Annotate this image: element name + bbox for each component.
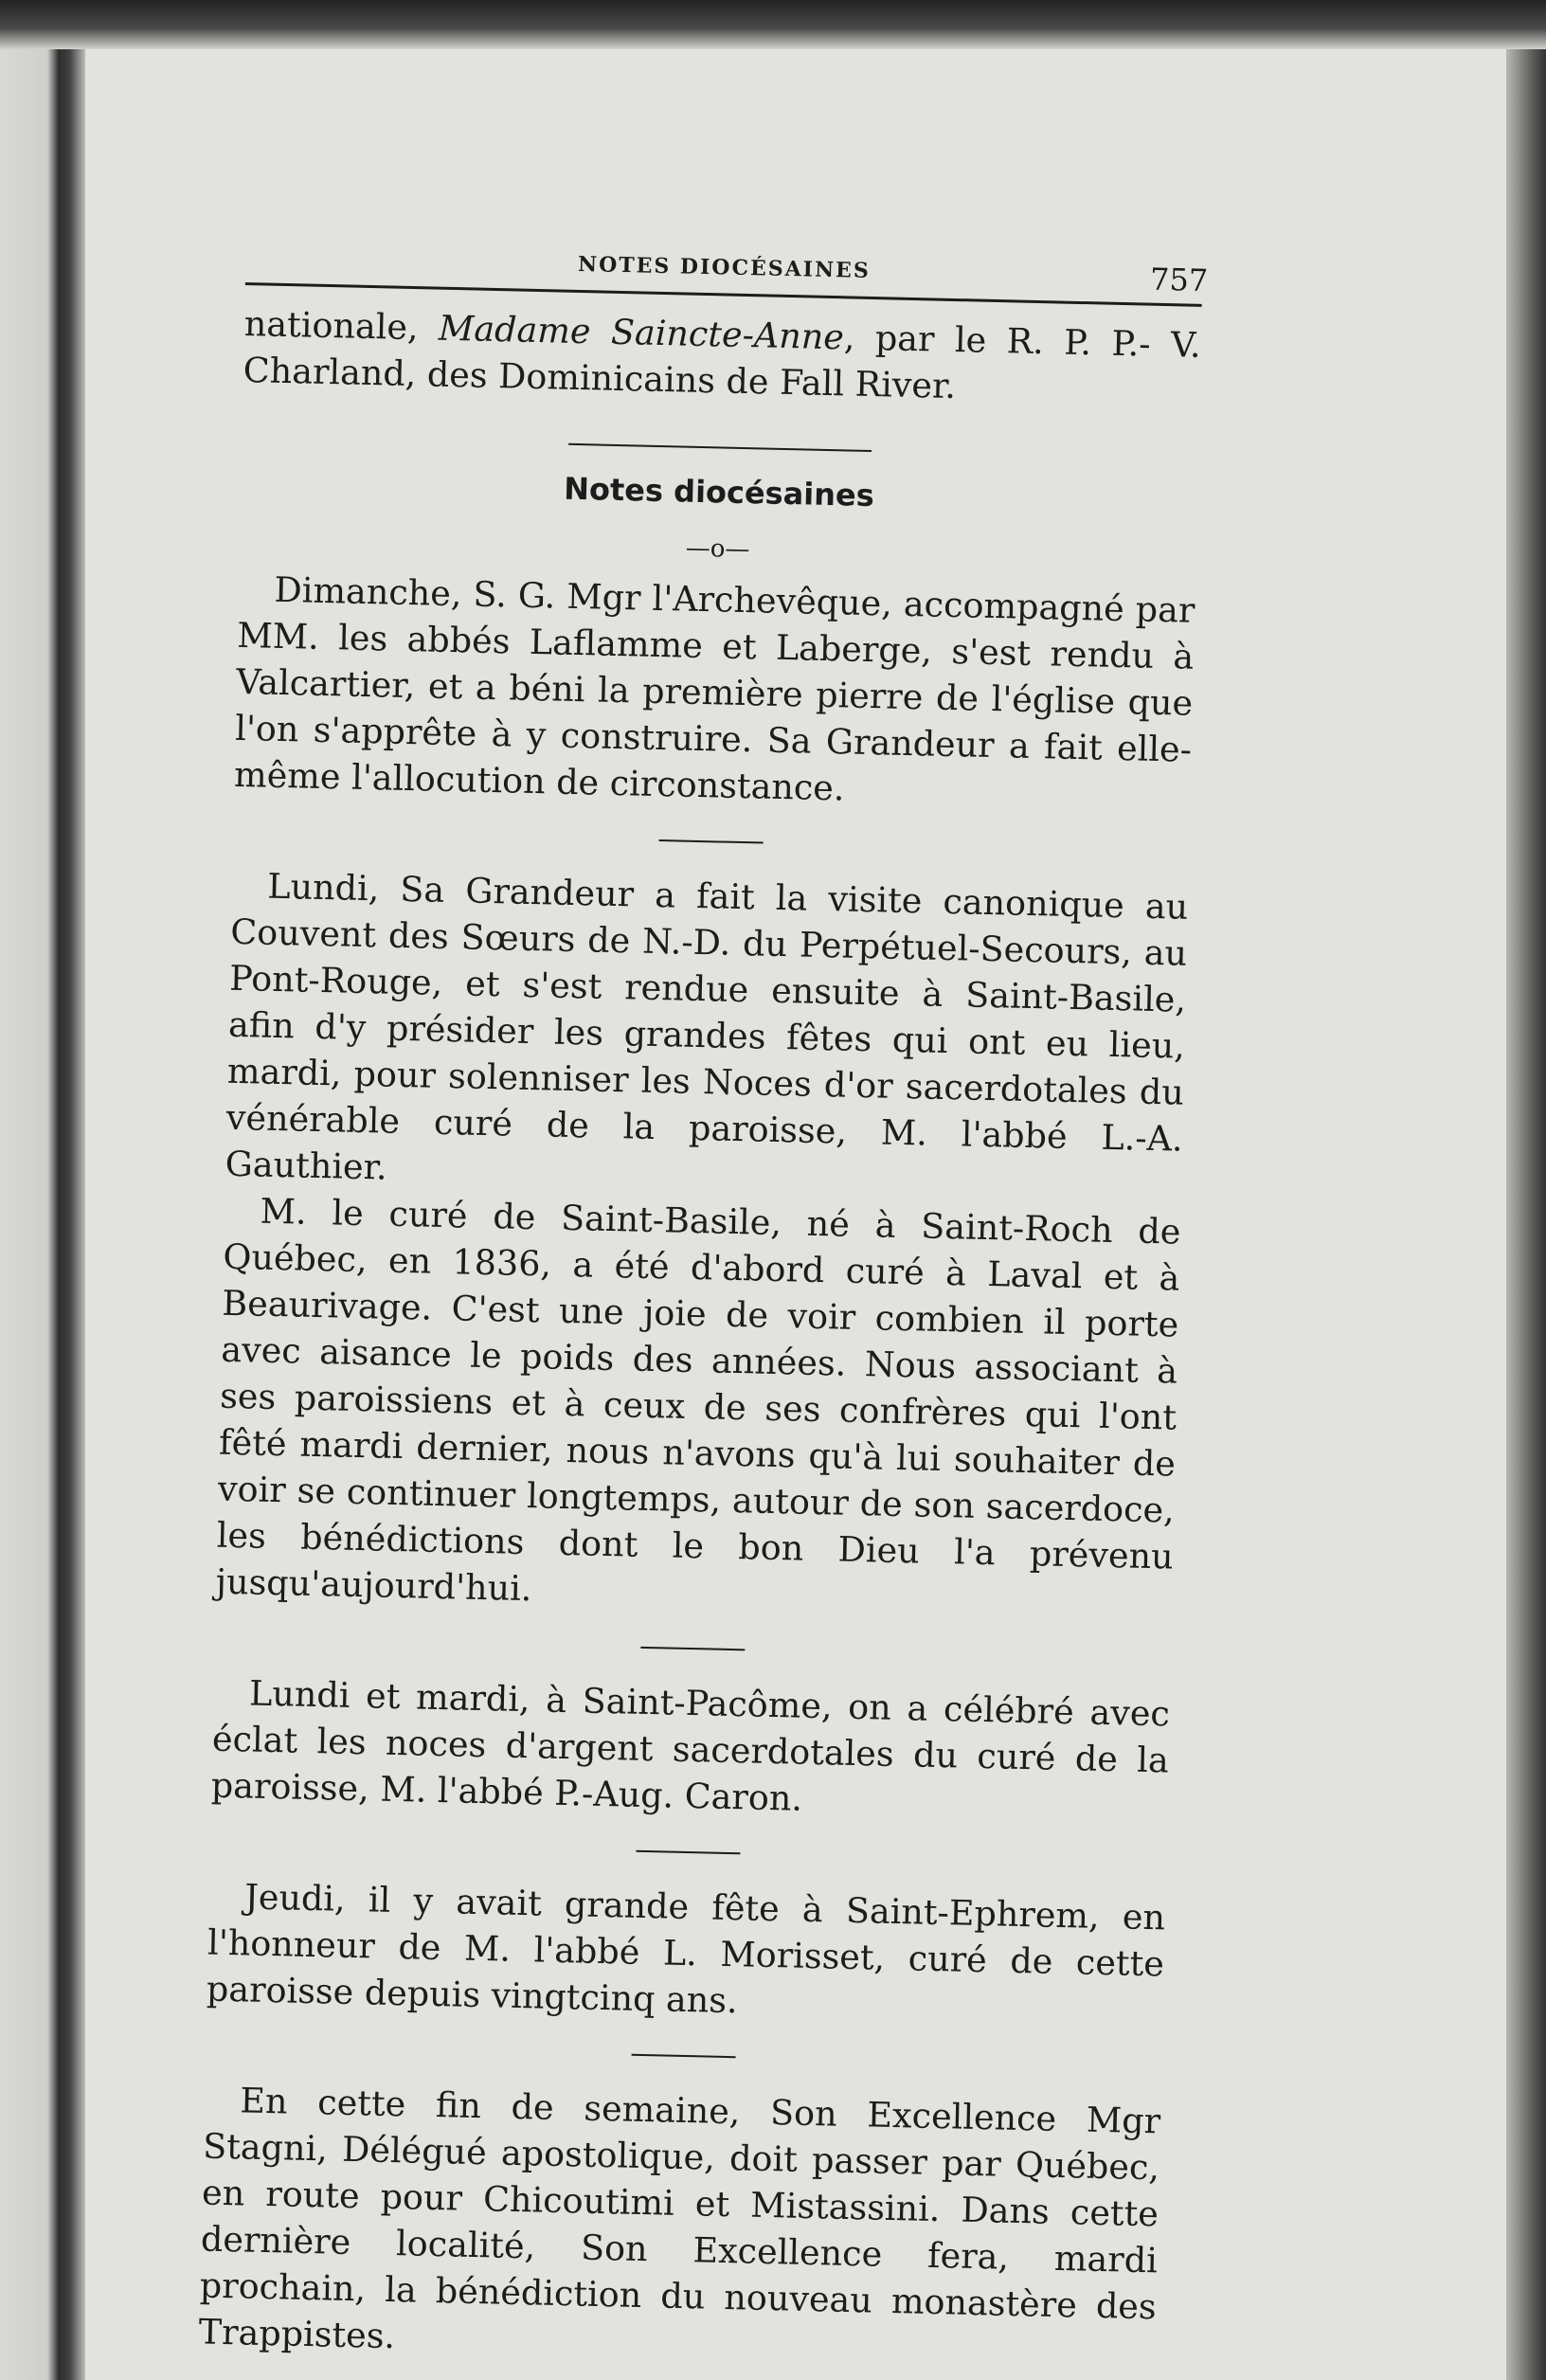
- ornamental-divider: [242, 425, 1198, 466]
- paragraph-stagni: En cette fin de semaine, Son Excellence Mgr Stagni, Délégué apostolique, doit passer par Québec, en route pour Chicoutimi et Mistassini. Dans cette dernière localité, Son Excellence fera, mardi prochain, la bénédiction du nouveau monastère des Trappistes.: [198, 2080, 1161, 2357]
- title-dash-ornament: —o—: [685, 533, 750, 565]
- paragraph-saint-pacome: Lundi et mardi, à Saint-Pacôme, on a célébré avec éclat les noces d'argent sacerdotales du curé de la paroisse, M. l'abbé P.-Aug. Caron.: [210, 1672, 1171, 1819]
- paragraph-continuation: [243, 300, 1201, 415]
- binding-edge-left: [0, 0, 85, 2380]
- page-stack-edge-right: [1506, 0, 1546, 2380]
- separator-rule-2: [640, 1647, 745, 1650]
- separator-rule-4: [632, 2054, 736, 2058]
- continuation-text-end: , par le R. P. P.- V. Charland, des Dominicains de Fall River.: [243, 316, 1202, 407]
- continuation-text-start: nationale,: [243, 302, 440, 349]
- page-content: [198, 237, 1209, 2376]
- page-number: 757: [1149, 261, 1209, 299]
- section-title: Notes diocésaines: [563, 470, 875, 514]
- running-title: NOTES DIOCÉSAINES: [577, 251, 872, 283]
- paragraph-saint-ephrem: Jeudi, il y avait grande fête à Saint-Ephrem, en l'honneur de M. l'abbé L. Morisset, curé de cette paroisse depuis vingtcinq ans.: [206, 1876, 1166, 2022]
- separator-rule-1: [659, 839, 764, 843]
- paragraph-lundi: Lundi, Sa Grandeur a fait la visite canonique au Couvent des Sœurs de N.-D. du Perpétuel-Secours, au Pont-Rouge, et s'est rendue ensuite à Saint-Basile, afin d'y présider les grandes fêtes qui ont eu lieu, mardi, pour solenniser les Noces d'or sacerdotales du vénérable curé de la paroisse, M. l'abbé L.-A. Gauthier.: [225, 865, 1189, 1188]
- separator-rule-3: [636, 1850, 740, 1854]
- book-title-italic: Madame Saincte-Anne: [438, 307, 845, 358]
- ornament-line-left: [568, 442, 872, 451]
- paragraph-dimanche: Dimanche, S. G. Mgr l'Archevêque, accompagné par MM. les abbés Laflamme et Laberge, s'est rendu à Valcartier, et a béni la première pierre de l'église que l'on s'apprête à y construire. Sa Grandeur a fait elle-même l'allocution de circonstance.: [233, 568, 1195, 809]
- paragraph-saint-basile: M. le curé de Saint-Basile, né à Saint-Roch de Québec, en 1836, a été d'abord curé à Laval et à Beaurivage. C'est une joie de voir combien il porte avec aisance le poids des années. Nous associant à ses paroissiens et à ceux de ses confrères qui l'ont fêté mardi dernier, nous n'avons qu'à lui souhaiter de voir se continuer longtemps, autour de son sacerdoce, les bénédictions dont le bon Dieu l'a prévenu jusqu'aujourd'hui.: [215, 1190, 1181, 1610]
- scan-top-edge: [0, 0, 1546, 49]
